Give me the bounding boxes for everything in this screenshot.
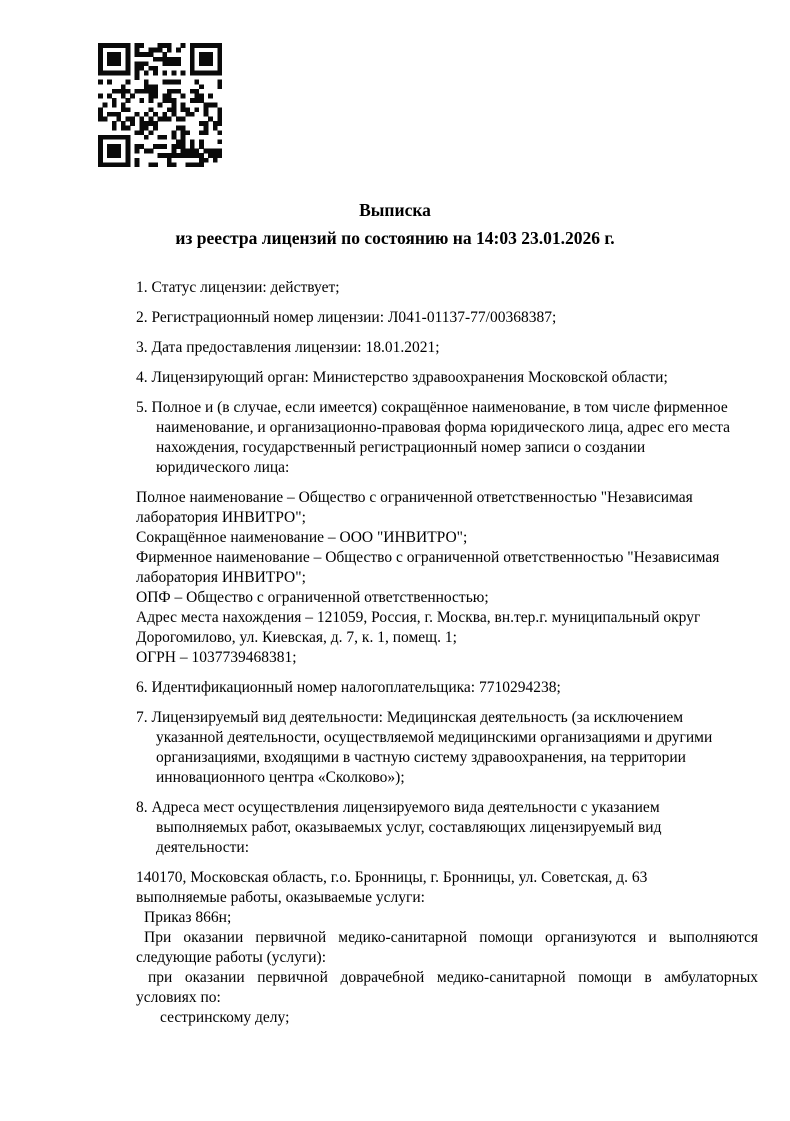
license-item-activity-addresses — [136, 798, 758, 858]
org-short-name: Сокращённое наименование – ООО "ИНВИТРО"; — [136, 529, 468, 546]
license-item-status: 1. Статус лицензии: действует; — [136, 279, 340, 296]
text-line: наименование, и организационно-правовая форма юридического лица, адрес его места — [156, 419, 731, 436]
text-line: 7. Лицензируемый вид деятельности: Медицинская деятельность (за исключением — [136, 709, 684, 726]
license-item-activity-type — [136, 708, 758, 788]
works-paragraph-line: условиях по: — [136, 989, 221, 1006]
text-line: указанной деятельности, осуществляемой медицинскими организациями и другими — [156, 729, 713, 746]
activity-address: 140170, Московская область, г.о. Бронницы, г. Бронницы, ул. Советская, д. 63 — [136, 869, 648, 886]
qr-code — [98, 43, 222, 167]
organization-details — [136, 488, 758, 668]
text-line: инновационного центра «Сколково»); — [156, 769, 405, 786]
document-subtitle: из реестра лицензий по состоянию на 14:03 23.01.2026 г. — [175, 228, 615, 248]
text-line: выполняемых работ, оказываемых услуг, составляющих лицензируемый вид — [156, 819, 662, 836]
org-address: Адрес места нахождения – 121059, Россия, г. Москва, вн.тер.г. муниципальный округ — [136, 609, 701, 626]
org-full-name-cont: лаборатория ИНВИТРО"; — [136, 509, 306, 526]
works-paragraph-line: При оказании первичной медико-санитарной помощи организуются и выполняются — [144, 929, 758, 946]
org-full-name: Полное наименование – Общество с ограниченной ответственностью "Независимая — [136, 489, 693, 506]
activity-address-details — [136, 868, 758, 1028]
org-brand-name: Фирменное наименование – Общество с ограниченной ответственностью "Независимая — [136, 549, 720, 566]
document-body — [136, 278, 758, 1038]
org-address-cont: Дорогомилово, ул. Киевская, д. 7, к. 1, помещ. 1; — [136, 629, 457, 646]
org-brand-name-cont: лаборатория ИНВИТРО"; — [136, 569, 306, 586]
works-paragraph-line: следующие работы (услуги): — [136, 949, 327, 966]
license-item-grant-date: 3. Дата предоставления лицензии: 18.01.2021; — [136, 339, 440, 356]
license-item-org-names — [136, 398, 758, 478]
text-line: деятельности: — [156, 839, 250, 856]
license-item-inn: 6. Идентификационный номер налогоплательщика: 7710294238; — [136, 679, 561, 696]
service-item: сестринскому делу; — [160, 1009, 290, 1026]
works-header: выполняемые работы, оказываемые услуги: — [136, 889, 425, 906]
document-title: Выписка — [359, 200, 431, 220]
text-line: нахождения, государственный регистрационный номер записи о создании — [156, 439, 646, 456]
qr-code-image — [98, 43, 222, 167]
text-line: 8. Адреса мест осуществления лицензируемого вида деятельности с указанием — [136, 799, 660, 816]
license-item-reg-number: 2. Регистрационный номер лицензии: Л041-01137-77/00368387; — [136, 309, 557, 326]
text-line: юридического лица: — [156, 459, 290, 476]
org-legal-form: ОПФ – Общество с ограниченной ответственностью; — [136, 589, 489, 606]
document-header — [0, 196, 790, 252]
text-line: 5. Полное и (в случае, если имеется) сокращённое наименование, в том числе фирменное — [136, 399, 728, 416]
org-ogrn: ОГРН – 1037739468381; — [136, 649, 297, 666]
text-line: организациями, входящими в частную систему здравоохранения, на территории — [156, 749, 686, 766]
order-reference: Приказ 866н; — [144, 909, 232, 926]
works-paragraph-line: при оказании первичной доврачебной медико-санитарной помощи в амбулаторных — [148, 969, 758, 986]
license-item-authority: 4. Лицензирующий орган: Министерство здравоохранения Московской области; — [136, 369, 668, 386]
